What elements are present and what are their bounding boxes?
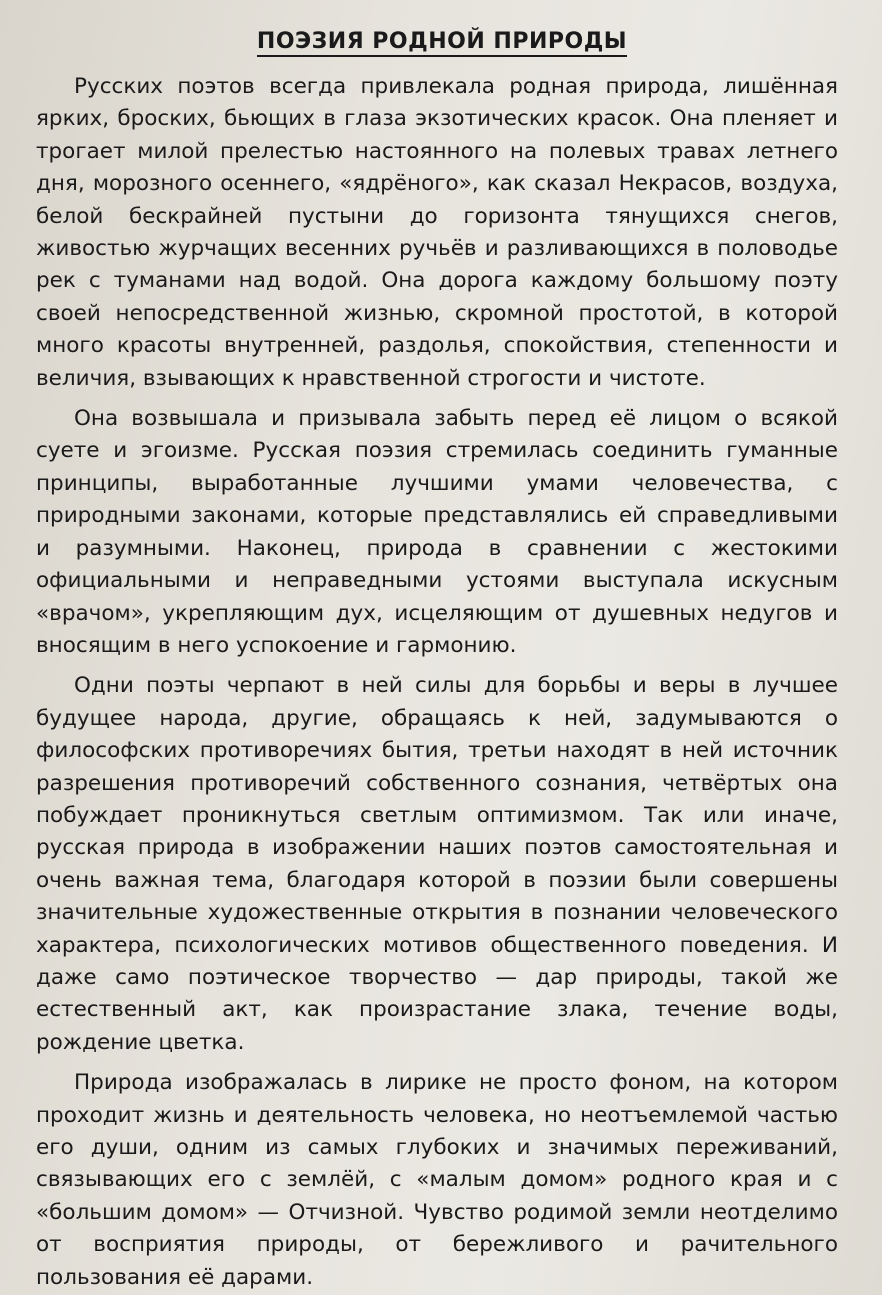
- paragraph-2: Она возвышала и призывала забыть перед её лицом о всякой суете и эгоизме. Русская поэзия стремилась соединить гуманные принципы, выработанные лучшими умами человечества, с природными законами, которые представлялись ей справедливыми и разумными. Наконец, природа в сравнении с жестокими официальными и неправедными устоями выступала искусным «врачом», укрепляющим дух, исцеляющим от душевных недугов и вносящим в него успокоение и гармонию.: [36, 406, 838, 658]
- paragraph-1: Русских поэтов всегда привлекала родная природа, лишённая ярких, броских, бьющих в глаза экзотических красок. Она пленяет и трогает милой прелестью настоянного на полевых травах летнего дня, морозного осеннего, «ядрёного», как сказал Некрасов, воздуха, белой бескрайней пустыни до горизонта тянущихся снегов, живостью журчащих весенних ручьёв и разливающихся в половодье рек с туманами над водой. Она дорога каждому большому поэту своей непосредственной жизнью, скромной простотой, в которой много красоты внутренней, раздолья, спокойствия, степенности и величия, взывающих к нравственной строгости и чистоте.: [36, 74, 838, 391]
- paragraph-4: Природа изображалась в лирике не просто фоном, на котором проходит жизнь и деятельность человека, но неотъемлемой частью его души, одним из самых глубоких и значимых переживаний, связывающих его с землёй, с «малым домом» родного края и с «большим домом» — Отчизной. Чувство родимой земли неотделимо от восприятия природы, от бережливого и рачительного пользования её дарами.: [36, 1070, 838, 1290]
- page-title-text: ПОЭЗИЯ РОДНОЙ ПРИРОДЫ: [257, 29, 627, 57]
- paragraph-3: Одни поэты черпают в ней силы для борьбы и веры в лучшее будущее народа, другие, обращаясь к ней, задумываются о философских противоречиях бытия, третьи находят в ней источник разрешения противоречий собственного сознания, четвёртых она побуждает проникнуться светлым оптимизмом. Так или иначе, русская природа в изображении наших поэтов самостоятельная и очень важная тема, благодаря которой в поэзии были совершены значительные художественные открытия в познании человеческого характера, психологических мотивов общественного поведения. И даже само поэтическое творчество — дар природы, такой же естественный акт, как произрастание злака, течение воды, рождение цветка.: [36, 673, 838, 1055]
- page-title: [36, 18, 838, 57]
